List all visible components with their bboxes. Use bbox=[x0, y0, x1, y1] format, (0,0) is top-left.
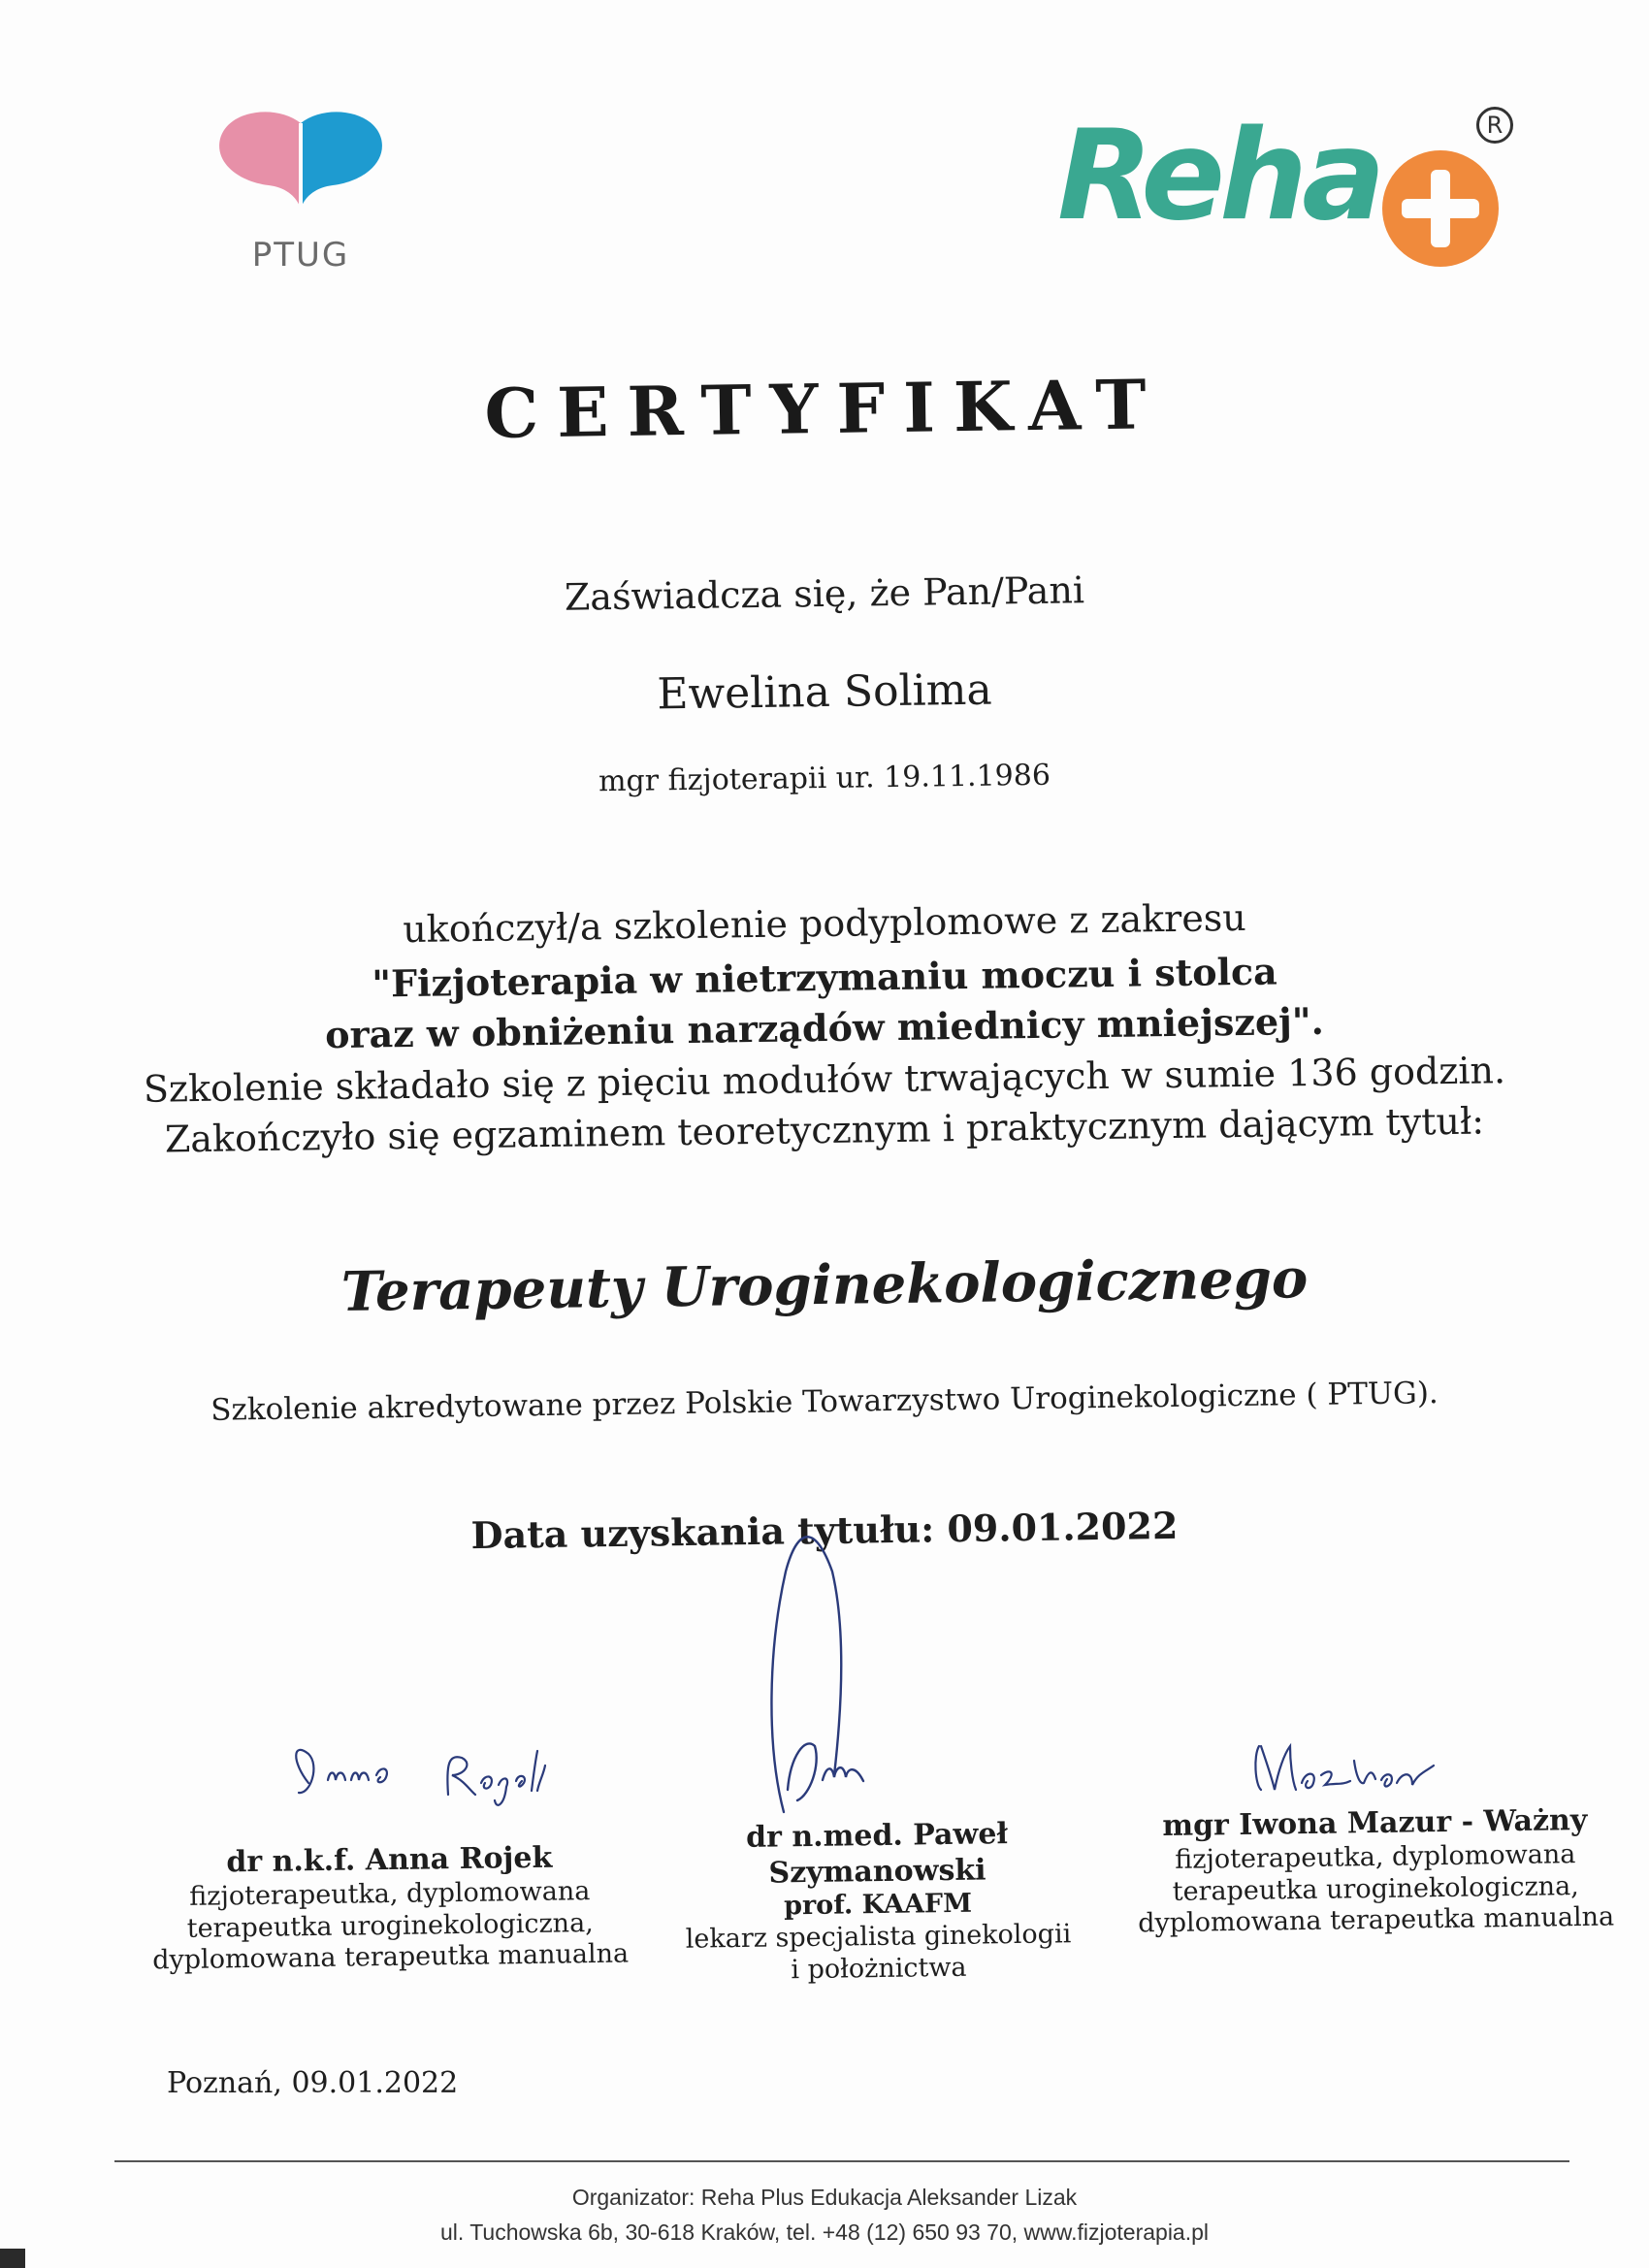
signatory-3-name: mgr Iwona Mazur - Ważny bbox=[1162, 1802, 1588, 1844]
certificate-title: CERTYFIKAT bbox=[483, 364, 1166, 454]
course-name-line-1: "Fizjoterapia w nietrzymaniu moczu i stolca bbox=[371, 949, 1278, 1006]
registered-mark: R bbox=[1476, 107, 1513, 144]
signatory-1-line-1: fizjoterapeutka, dyplomowana bbox=[189, 1875, 591, 1912]
signatory-1-name: dr n.k.f. Anna Rojek bbox=[226, 1840, 553, 1880]
recipient-details: mgr fizjoterapii ur. 19.11.1986 bbox=[598, 758, 1051, 799]
signature-iwona-mazur bbox=[1255, 1746, 1434, 1790]
body-line-2: Szkolenie składało się z pięciu modułów trwających w sumie 136 godzin. bbox=[143, 1049, 1506, 1111]
signatory-3-line-1: fizjoterapeutka, dyplomowana bbox=[1175, 1838, 1576, 1875]
scan-edge-mark bbox=[0, 2249, 25, 2268]
course-name-line-2: oraz w obniżeniu narządów miednicy mniejszej". bbox=[324, 998, 1325, 1057]
body-line-3: Zakończyło się egzaminem teoretycznym i praktycznym dającym tytuł: bbox=[164, 1099, 1485, 1161]
footer-organizer: Organizator: Reha Plus Edukacja Aleksander Lizak bbox=[571, 2185, 1078, 2210]
intro-text: Zaświadcza się, że Pan/Pani bbox=[564, 568, 1085, 619]
footer-address: ul. Tuchowska 6b, 30-618 Kraków, tel. +48 (12) 650 93 70, www.fizjoterapia.pl bbox=[439, 2219, 1210, 2245]
signatory-2-name: dr n.med. Paweł Szymanowski bbox=[745, 1817, 1009, 1891]
ptug-logo-text: PTUG bbox=[251, 236, 350, 275]
signatory-2-line-2: lekarz specjalista ginekologii bbox=[685, 1919, 1072, 1955]
degree-title: Terapeuty Uroginekologicznego bbox=[340, 1247, 1309, 1324]
place-and-date: Poznań, 09.01.2022 bbox=[167, 2066, 459, 2100]
signatory-1-line-3: dyplomowana terapeutka manualna bbox=[152, 1939, 630, 1976]
signatory-1-line-2: terapeutka uroginekologiczna, bbox=[186, 1907, 594, 1944]
signature-pawel-szymanowski bbox=[771, 1537, 863, 1812]
accreditation-text: Szkolenie akredytowane przez Polskie Towarzystwo Uroginekologiczne ( PTUG). bbox=[210, 1376, 1439, 1428]
signatory-3-line-2: terapeutka uroginekologiczna, bbox=[1172, 1870, 1579, 1907]
signatory-2-line-1: prof. KAAFM bbox=[783, 1888, 973, 1922]
date-obtained: Data uzyskania tytułu: 09.01.2022 bbox=[470, 1503, 1179, 1558]
signature-anna-rojek bbox=[296, 1750, 545, 1805]
footer-divider bbox=[114, 2160, 1569, 2162]
signatory-3 bbox=[1132, 1803, 1619, 1941]
signatory-2-line-3: i położnictwa bbox=[791, 1952, 967, 1986]
body-line-1: ukończył/a szkolenie podyplomowe z zakresu bbox=[402, 895, 1247, 952]
reha-logo-text: Reha bbox=[1057, 104, 1380, 248]
recipient-name: Ewelina Solima bbox=[657, 664, 992, 720]
signatory-3-line-3: dyplomowana terapeutka manualna bbox=[1138, 1902, 1615, 1939]
signatory-2 bbox=[634, 1816, 1121, 1990]
signatory-1 bbox=[146, 1840, 633, 1978]
